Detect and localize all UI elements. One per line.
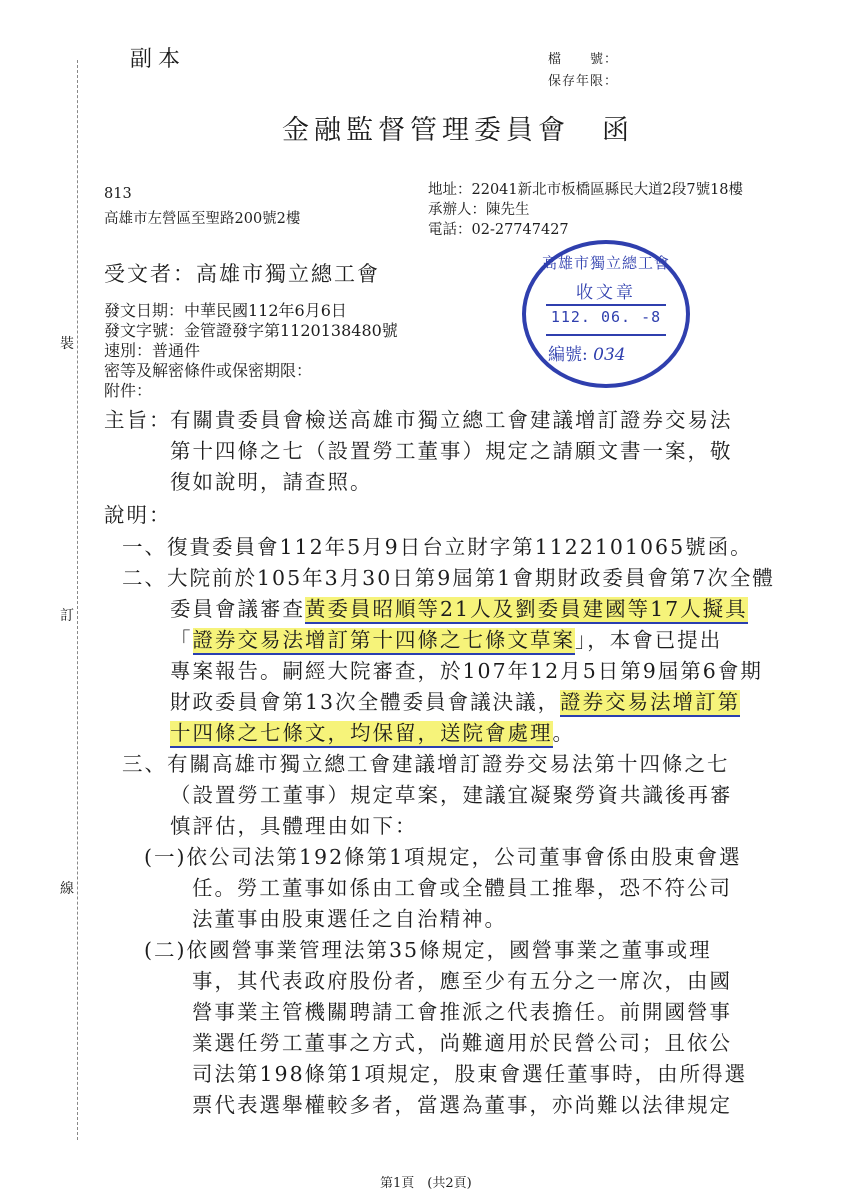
highlight: 十四條之七條文，均保留，送院會處理 bbox=[170, 721, 553, 748]
explanation-line: 十四條之七條文，均保留，送院會處理。 bbox=[170, 718, 575, 750]
highlight: 證券交易法增訂第十四條之七條文草案 bbox=[193, 628, 576, 655]
explanation-line: 「證券交易法增訂第十四條之七條文草案」，本會已提出 bbox=[170, 625, 722, 657]
stamp-number: 編號: 034 bbox=[548, 345, 626, 365]
stamp-divider bbox=[546, 304, 666, 306]
sub-item-line: 法董事由股東選任之自治精神。 bbox=[192, 907, 507, 931]
explanation-label: 說明： bbox=[104, 503, 172, 527]
highlight: 黃委員昭順等21人及劉委員建國等17人擬具 bbox=[305, 597, 748, 624]
issue-date: 發文日期：中華民國112年6月6日 bbox=[104, 301, 347, 320]
highlight: 證券交易法增訂第 bbox=[560, 690, 740, 717]
stamp-divider bbox=[546, 334, 666, 336]
binding-line bbox=[77, 60, 78, 1140]
explanation-item: 二、大院前於105年3月30日第9屆第1會期財政委員會第7次全體 bbox=[122, 566, 775, 590]
sub-item-line: 事，其代表政府股份者，應至少有五分之一席次，由國 bbox=[192, 969, 732, 993]
subject-label: 主旨： bbox=[104, 408, 172, 432]
subject-line: 有關貴委員會檢送高雄市獨立總工會建議增訂證券交易法 bbox=[170, 408, 733, 432]
explanation-line: 委員會議審查黃委員昭順等21人及劉委員建國等17人擬具 bbox=[170, 594, 748, 626]
binding-mark: 線 bbox=[60, 881, 74, 897]
explanation-line: （設置勞工董事）規定草案，建議宜凝聚勞資共識後再審 bbox=[170, 783, 733, 807]
secrecy-level: 密等及解密條件或保密期限： bbox=[104, 361, 313, 380]
explanation-line: 財政委員會第13次全體委員會議決議，證券交易法增訂第 bbox=[170, 687, 740, 719]
phone-number: 電話：02-27747427 bbox=[428, 222, 569, 238]
sender-address: 地址：22041新北市板橋區縣民大道2段7號18樓 bbox=[428, 182, 744, 198]
stamp-label: 收文章 bbox=[576, 283, 636, 303]
stamp-date: 112. 06. -8 bbox=[550, 308, 662, 326]
sub-item-line: 營事業主管機關聘請工會推派之代表擔任。前開國營事 bbox=[192, 1000, 732, 1024]
contact-person: 承辦人：陳先生 bbox=[428, 202, 530, 218]
retention-label: 保存年限： bbox=[548, 74, 619, 89]
explanation-line: 慎評估，具體理由如下： bbox=[170, 814, 418, 838]
sub-item-line: 司法第198條第1項規定，股東會選任董事時，由所得選 bbox=[192, 1062, 748, 1086]
subject-line: 第十四條之七（設置勞工董事）規定之請願文書一案，敬 bbox=[170, 439, 733, 463]
speed-class: 速別：普通件 bbox=[104, 341, 201, 360]
subject-line: 復如說明，請查照。 bbox=[170, 470, 373, 494]
attachments: 附件： bbox=[104, 381, 153, 400]
copy-label: 副本 bbox=[130, 47, 187, 72]
document-number: 發文字號：金管證發字第1120138480號 bbox=[104, 321, 398, 340]
document-title: 金融監督管理委員會 函 bbox=[282, 115, 634, 146]
postal-code: 813 bbox=[104, 186, 132, 202]
binding-mark: 裝 bbox=[60, 336, 74, 352]
sub-item-line: 票代表選舉權較多者，當選為董事，亦尚難以法律規定 bbox=[192, 1093, 732, 1117]
binding-mark: 訂 bbox=[60, 608, 74, 624]
stamp-org: 高雄市獨立總工會 bbox=[541, 254, 670, 272]
explanation-item: 三、有關高雄市獨立總工會建議增訂證券交易法第十四條之七 bbox=[122, 752, 730, 776]
file-number-label: 檔 號： bbox=[548, 52, 619, 67]
receiver: 受文者：高雄市獨立總工會 bbox=[104, 262, 380, 286]
recipient-address: 高雄市左營區至聖路200號2樓 bbox=[104, 211, 301, 227]
page-footer: 第1頁 (共2頁) bbox=[380, 1176, 472, 1191]
sub-item: (一)依公司法第192條第1項規定，公司董事會係由股東會選 bbox=[144, 845, 742, 869]
sub-item-line: 業選任勞工董事之方式，尚難適用於民營公司；且依公 bbox=[192, 1031, 732, 1055]
explanation-line: 專案報告。嗣經大院審查，於107年12月5日第9屆第6會期 bbox=[170, 659, 763, 683]
receipt-stamp bbox=[522, 240, 690, 388]
sub-item-line: 任。勞工董事如係由工會或全體員工推舉，恐不符公司 bbox=[192, 876, 732, 900]
explanation-item: 一、復貴委員會112年5月9日台立財字第1122101065號函。 bbox=[122, 535, 753, 559]
sub-item: (二)依國營事業管理法第35條規定，國營事業之董事或理 bbox=[144, 938, 712, 962]
